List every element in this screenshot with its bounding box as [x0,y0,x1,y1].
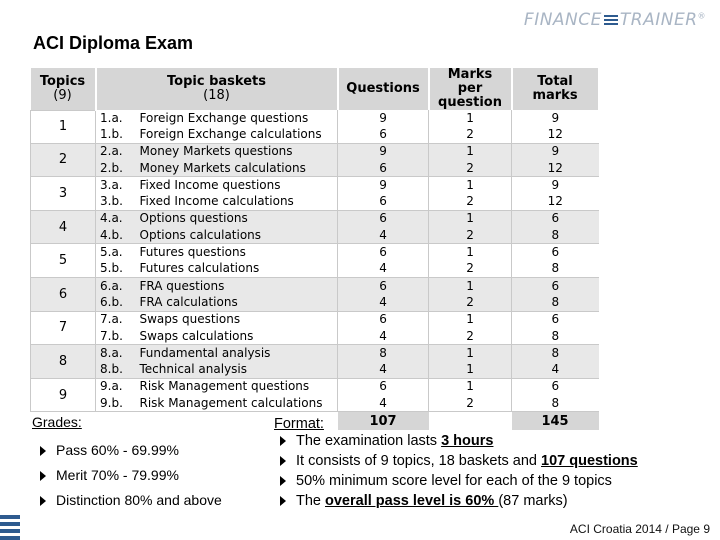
total-marks: 9 [512,143,599,160]
questions-count: 6 [338,193,429,210]
basket-code: 7.b. [96,328,136,345]
table-row [31,378,599,395]
questions-count: 9 [338,177,429,194]
questions-count: 4 [338,328,429,345]
questions-count: 4 [338,261,429,278]
header-topics: Topics (9) [31,68,96,110]
grade-distinction: Distinction 80% and above [32,492,222,508]
table-row [31,311,599,328]
marks-per-question: 1 [429,345,512,362]
questions-count: 6 [338,311,429,328]
table-row [31,294,599,311]
basket-name: Fundamental analysis [136,345,338,362]
marks-per-question: 2 [429,160,512,177]
total-marks: 6 [512,378,599,395]
table-row [31,244,599,261]
basket-name: FRA calculations [136,294,338,311]
basket-code: 8.a. [96,345,136,362]
marks-per-question: 1 [429,110,512,126]
table-row [31,160,599,177]
topic-number: 5 [31,244,96,278]
total-marks: 8 [512,227,599,244]
questions-count: 6 [338,160,429,177]
marks-per-question: 1 [429,277,512,294]
topic-number: 4 [31,210,96,244]
basket-name: Fixed Income calculations [136,193,338,210]
grade-merit: Merit 70% - 79.99% [32,467,222,483]
table-row [31,193,599,210]
total-marks: 6 [512,277,599,294]
marks-per-question: 1 [429,177,512,194]
total-questions: 107 [338,412,429,431]
table-row [31,126,599,143]
basket-code: 4.b. [96,227,136,244]
format-duration: The examination lasts 3 hours [274,433,638,449]
questions-count: 9 [338,110,429,126]
basket-code: 9.a. [96,378,136,395]
table-row [31,261,599,278]
basket-name: Options questions [136,210,338,227]
marks-per-question: 2 [429,328,512,345]
questions-count: 8 [338,345,429,362]
marks-per-question: 1 [429,378,512,395]
bullet-arrow-icon [40,471,46,481]
total-marks: 8 [512,395,599,412]
total-marks: 12 [512,160,599,177]
total-marks: 12 [512,126,599,143]
questions-count: 4 [338,395,429,412]
topic-number: 2 [31,143,96,177]
basket-name: Foreign Exchange calculations [136,126,338,143]
table-row [31,177,599,194]
total-marks: 8 [512,261,599,278]
total-marks: 6 [512,210,599,227]
basket-code: 1.b. [96,126,136,143]
decorative-stripes-icon [0,512,20,540]
total-marks: 6 [512,244,599,261]
marks-per-question: 1 [429,361,512,378]
marks-per-question: 1 [429,244,512,261]
basket-name: Risk Management calculations [136,395,338,412]
format-section [274,416,638,513]
basket-name: Risk Management questions [139,379,310,394]
basket-code: 9.b. [96,395,136,412]
marks-per-question: 2 [429,126,512,143]
total-marks: 8 [512,328,599,345]
bullet-arrow-icon [280,456,286,466]
basket-code: 3.b. [96,193,136,210]
questions-count: 4 [338,294,429,311]
basket-name: Swaps calculations [136,328,338,345]
basket-code: 2.a. [96,143,136,160]
grades-heading: Grades: [32,414,82,430]
grade-pass: Pass 60% - 69.99% [32,442,222,458]
table-row [31,345,599,362]
format-pass-level: The overall pass level is 60% (87 marks) [274,493,638,509]
format-structure: It consists of 9 topics, 18 baskets and 107 questions [274,453,638,469]
marks-per-question: 2 [429,261,512,278]
topic-number: 6 [31,277,96,311]
total-marks: 9 [512,177,599,194]
basket-code: 8.b. [96,361,136,378]
exam-structure-table [30,68,600,430]
topic-number: 8 [31,345,96,379]
basket-code: 5.a. [96,244,136,261]
basket-code: 6.a. [96,277,136,294]
basket-name: Foreign Exchange questions [139,110,309,125]
marks-per-question: 2 [429,294,512,311]
marks-per-question: 1 [429,311,512,328]
bullet-arrow-icon [40,446,46,456]
marks-per-question: 1 [429,143,512,160]
basket-name: Fixed Income questions [139,177,281,192]
basket-name: Options calculations [136,227,338,244]
bullet-arrow-icon [280,476,286,486]
marks-per-question: 2 [429,193,512,210]
page-title: ACI Diploma Exam [33,33,194,53]
basket-code: 1.a. [96,110,136,126]
questions-count: 4 [338,361,429,378]
questions-count: 9 [338,143,429,160]
table-row [31,227,599,244]
topic-number: 7 [31,311,96,345]
basket-name: Futures calculations [136,261,338,278]
basket-code: 3.a. [96,177,136,194]
total-marks: 9 [512,110,599,126]
table-row [31,277,599,294]
basket-code: 2.b. [96,160,136,177]
questions-count: 6 [338,244,429,261]
total-marks: 8 [512,345,599,362]
header-questions: Questions [338,68,429,110]
basket-name: Futures questions [139,245,246,260]
basket-code: 6.b. [96,294,136,311]
basket-name: FRA questions [136,277,338,294]
table-row [31,328,599,345]
table-row [31,110,599,126]
logo-bars-icon [604,13,618,27]
basket-name: Swaps questions [139,312,241,327]
total-marks: 4 [512,361,599,378]
basket-code: 4.a. [96,210,136,227]
topic-number: 1 [31,110,96,143]
total-marks: 12 [512,193,599,210]
basket-name: Technical analysis [136,361,338,378]
topic-number: 3 [31,177,96,211]
basket-code: 5.b. [96,261,136,278]
marks-per-question: 1 [429,210,512,227]
total-marks: 8 [512,294,599,311]
format-heading: Format: [274,416,324,432]
header-marks-per-question: Marks per question [429,68,512,110]
finance-trainer-logo: FINANCE TRAINER® [523,10,706,30]
header-total-marks: Total marks [512,68,599,110]
header-baskets: Topic baskets (18) [96,68,338,110]
marks-per-question: 2 [429,395,512,412]
total-marks: 6 [512,311,599,328]
basket-name: Money Markets calculations [136,160,338,177]
basket-name: Money Markets questions [136,143,338,160]
table-row [31,395,599,412]
basket-code: 7.a. [96,311,136,328]
page-footer: ACI Croatia 2014 / Page 9 [569,522,710,536]
table-row [31,210,599,227]
bullet-arrow-icon [280,436,286,446]
questions-count: 6 [338,210,429,227]
total-marks-sum: 145 [512,412,599,431]
bullet-arrow-icon [40,496,46,506]
table-row [31,143,599,160]
table-row [31,361,599,378]
topic-number: 9 [31,378,96,412]
questions-count: 4 [338,227,429,244]
questions-count: 6 [338,378,429,395]
marks-per-question: 2 [429,227,512,244]
questions-count: 6 [338,126,429,143]
format-min-score: 50% minimum score level for each of the 9 topics [274,473,638,489]
bullet-arrow-icon [280,496,286,506]
grades-section [32,414,222,517]
questions-count: 6 [338,277,429,294]
